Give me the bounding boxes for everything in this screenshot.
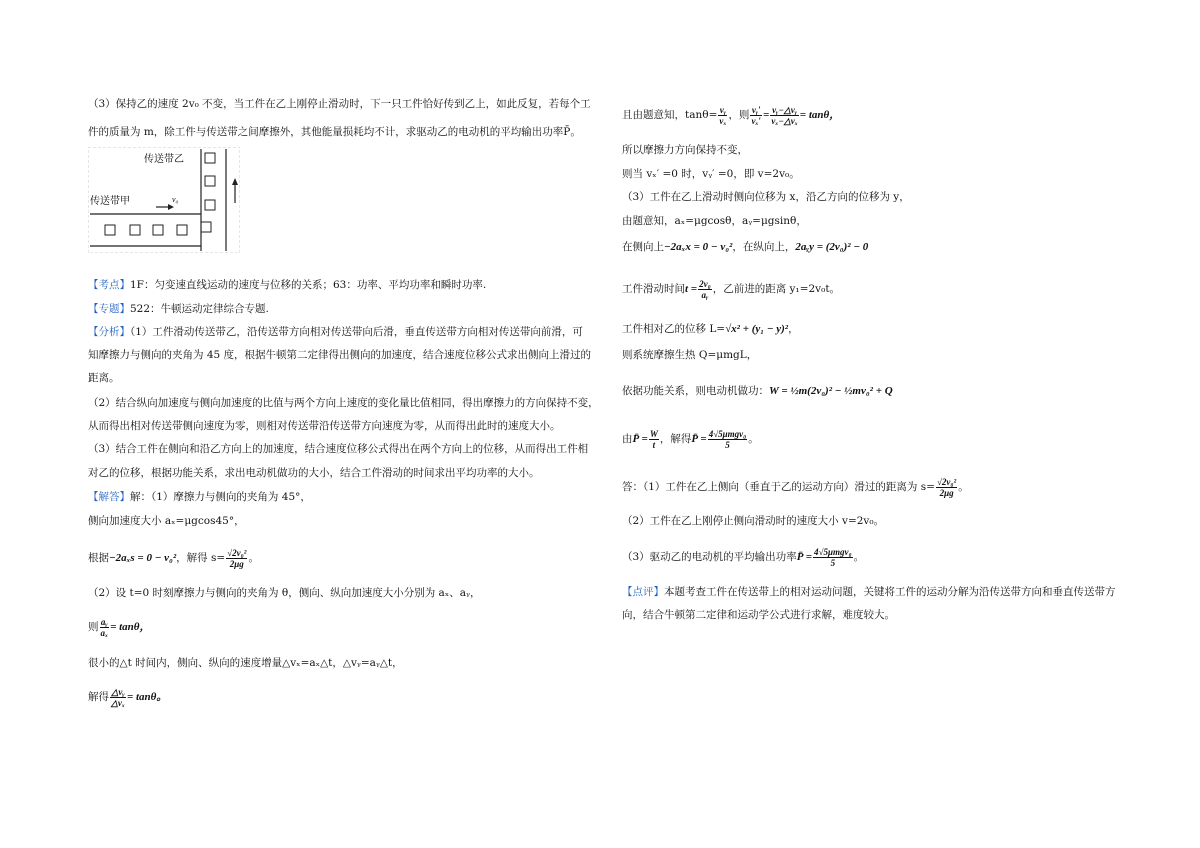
r7-t: t = (685, 283, 698, 295)
jieda-7-eq: = tanθ。 (126, 691, 168, 703)
fraction-dvy-dvx (110, 687, 126, 708)
r8-end: ， (788, 323, 799, 335)
fraction-w-t-den: t (652, 439, 656, 450)
right-line8 (622, 322, 799, 336)
jieda-text-1: 解：（1）摩擦力与侧向的夹角为 45°， (130, 491, 311, 503)
r11-p2: P̄ = (691, 433, 707, 445)
jieda-line3 (88, 545, 259, 571)
fraction-time-num: 2v₀ (699, 278, 711, 289)
formula-work: W = ½m(2v₀)² − ½mv₀² + Q (769, 385, 893, 397)
fraction-dvy-dvx-den: △vₓ (111, 697, 125, 708)
r11-mid: ，解得 (659, 433, 692, 445)
formula-side: −2aₓx = 0 − v₀² (664, 241, 733, 253)
fenxi-line4: （2）结合纵向加速度与侧向加速度的比值与两个方向上速度的变化量比值相同，得出摩擦力的方向保持不变， (88, 397, 599, 409)
fenxi-tag: 【分析】 (88, 326, 130, 338)
r11-p: P̄ = (632, 433, 648, 445)
r8-prefix: 工件相对乙的位移 L= (622, 323, 726, 335)
r10-prefix: 依据功能关系，则电动机做功： (622, 385, 769, 397)
jieda-7-prefix: 解得 (88, 691, 109, 703)
fraction-dv (770, 105, 798, 126)
fraction-answer-s (936, 477, 957, 498)
fraction-answer-s-num: √2v₀² (936, 476, 957, 487)
r6-prefix: 在侧向上 (622, 241, 664, 253)
fraction-vy-vx (718, 105, 727, 126)
jieda-line5 (88, 614, 150, 640)
r12-end: 。 (958, 481, 969, 493)
fraction-time-den: aᵧ (701, 289, 709, 300)
fenxi-line6: （3）结合工件在侧向和沿乙方向上的加速度，结合速度位移公式得出在两个方向上的位移，从而得出工件相 (88, 443, 589, 455)
zhuanti-line (88, 302, 269, 316)
label-v0: v₀ (172, 195, 179, 204)
workpiece-yi-1 (205, 153, 215, 163)
r12-prefix: 答：（1）工件在乙上侧向（垂直于乙的运动方向）滑过的距离为 s= (622, 481, 935, 493)
fenxi-line1 (88, 325, 583, 339)
fraction-time (698, 279, 712, 300)
belt-yi-arrow-head (232, 178, 238, 185)
formula-side-displacement: −2aₓs = 0 − v₀² (109, 552, 177, 564)
kaodian-line (88, 278, 486, 292)
fraction-power (708, 429, 748, 450)
r11-end: 。 (748, 433, 759, 445)
fraction-s (226, 548, 247, 569)
fraction-ay-ax-num: aᵧ (100, 616, 108, 627)
v0-arrow-head (168, 204, 174, 210)
right-line5: 由题意知，aₓ=μgcosθ，aᵧ=μgsinθ， (622, 215, 807, 227)
fenxi-line3: 距离。 (88, 372, 120, 384)
fraction-w-t (649, 429, 659, 450)
jieda-3-prefix: 根据 (88, 552, 109, 564)
fraction-answer-power-num: 4√5μmgv₀ (814, 546, 852, 557)
workpiece-jia-2 (130, 225, 140, 235)
jieda-tag: 【解答】 (88, 491, 130, 503)
right-line1 (622, 102, 840, 128)
workpiece-jia-4 (177, 225, 187, 235)
fraction-answer-power (813, 547, 853, 568)
dianping-line2: 向，结合牛顿第二定律和运动学公式进行求解，难度较大。 (622, 609, 895, 621)
fenxi-line7: 对乙的位移，根据功能关系，求出电动机做功的大小，结合工件滑动的时间求出平均功率的大小。 (88, 467, 540, 479)
q3-line1: （3）保持乙的速度 2v₀ 不变，当工件在乙上刚停止滑动时，下一只工件恰好传到乙上，如此反复，若每个工 (88, 98, 591, 110)
zhuanti-text: 522：牛顿运动定律综合专题. (130, 303, 269, 315)
r11-prefix: 由 (622, 433, 633, 445)
fraction-dv-den: vₓ−△vₓ (771, 115, 798, 126)
dianping-line1 (622, 585, 1116, 599)
fraction-dvy-dvx-num: △vᵧ (111, 686, 125, 697)
fraction-vy1-vx1-num: vᵧ′ (751, 104, 761, 115)
jieda-line7 (88, 684, 167, 710)
fraction-dv-num: vᵧ−△vᵧ (772, 104, 797, 115)
fraction-vy1-vx1-den: vₓ′ (751, 115, 762, 126)
kaodian-text: 1F：匀变速直线运动的速度与位移的关系；63：功率、平均功率和瞬时功率. (130, 279, 487, 291)
right-line2: 所以摩擦力方向保持不变， (622, 144, 748, 156)
right-line4: （3）工件在乙上滑动时侧向位移为 x，沿乙方向的位移为 y， (622, 191, 910, 203)
jieda-line6: 很小的△t 时间内，侧向、纵向的速度增量△vₓ=aₓ△t，△vᵧ=aᵧ△t， (88, 657, 403, 669)
label-belt-jia: 传送带甲 (90, 196, 130, 207)
jieda-line1 (88, 490, 311, 504)
label-belt-yi: 传送带乙 (144, 154, 184, 165)
fraction-vy-vx-den: vₓ (719, 115, 727, 126)
kaodian-tag: 【考点】 (88, 279, 130, 291)
fraction-power-num: 4√5μmgv₀ (708, 428, 747, 439)
r1-end: = tanθ， (799, 109, 841, 121)
r7-prefix: 工件滑动时间 (622, 283, 685, 295)
formula-longitudinal: 2aᵧy = (2v₀)² − 0 (795, 241, 869, 253)
r7-end: ，乙前进的距离 y₁=2v₀t。 (712, 283, 841, 295)
right-line10 (622, 384, 893, 398)
zhuanti-tag: 【专题】 (88, 303, 130, 315)
workpiece-jia-3 (153, 225, 163, 235)
conveyor-belt-diagram (88, 147, 240, 253)
r1-prefix: 且由题意知，tanθ= (622, 109, 718, 121)
fraction-s-num: √2v₀² (227, 547, 247, 558)
dianping-tag: 【点评】 (622, 586, 664, 598)
fenxi-text-1a: （1）工件滑动传送带乙，沿传送带方向相对传送带向后滑，垂直传送带方向相对传送带向前滑，可 (130, 326, 583, 338)
jieda-3-end: 。 (248, 552, 259, 564)
formula-relative-displacement: √x² + (y₁ − y)² (725, 323, 789, 335)
fraction-answer-power-den: 5 (830, 557, 836, 568)
fraction-w-t-num: W (649, 428, 658, 439)
jieda-line4: （2）设 t=0 时刻摩擦力与侧向的夹角为 θ，侧向、纵向加速度大小分别为 aₓ、aᵧ， (88, 587, 481, 599)
r14-end: 。 (853, 551, 865, 563)
q3-line2: 件的质量为 m，除工件与传送带之间摩擦外，其他能量损耗均不计，求驱动乙的电动机的平均输出功率P̄。 (88, 126, 581, 138)
fraction-vy1-vx1 (750, 105, 762, 126)
r14-prefix: （3）驱动乙的电动机的平均输出功率 (622, 551, 797, 563)
fenxi-line5: 从而得出相对传送带侧向速度为零，则相对传送带沿传送带方向速度为零，从而得出此时的速度大小。 (88, 420, 561, 432)
answer-line3 (622, 544, 864, 570)
fenxi-line2: 知摩擦力与侧向的夹角为 45 度，根据牛顿第二定律得出侧向的加速度，结合速度位移公式求出侧向上滑过的 (88, 349, 592, 361)
workpiece-yi-3 (205, 200, 215, 210)
right-line11 (622, 426, 759, 452)
answer-line2: （2）工件在乙上刚停止侧向滑动时的速度大小 v=2v₀。 (622, 515, 885, 527)
r6-mid: ，在纵向上， (732, 241, 796, 253)
fraction-vy-vx-num: vᵧ (719, 104, 727, 115)
fraction-answer-s-den: 2μg (939, 487, 954, 498)
jieda-3-mid: ，解得 s= (176, 552, 226, 564)
r1-mid: ，则 (728, 109, 750, 121)
right-line6 (622, 240, 868, 254)
r14-p: P̄ = (796, 551, 813, 563)
dianping-text-a: 本题考查工件在传送带上的相对运动问题，关键将工件的运动分解为沿传送带方向和垂直传送带方 (664, 586, 1116, 598)
right-line7 (622, 276, 840, 302)
fraction-ay-ax-den: aₓ (100, 627, 109, 638)
answer-line1 (622, 474, 969, 500)
right-line9: 则系统摩擦生热 Q=μmgL， (622, 349, 758, 361)
fraction-power-den: 5 (725, 439, 730, 450)
fraction-ay-ax (100, 617, 110, 638)
workpiece-jia-1 (105, 225, 115, 235)
jieda-5-prefix: 则 (88, 621, 99, 633)
jieda-5-eq: = tanθ， (110, 621, 151, 633)
workpiece-yi-4 (201, 222, 211, 232)
r1-eq: = (763, 109, 770, 121)
fraction-s-den: 2μg (229, 558, 244, 569)
workpiece-yi-2 (205, 176, 215, 186)
right-line3: 则当 vₓ′ =0 时，vᵧ′ =0，即 v=2v₀。 (622, 168, 800, 180)
jieda-line2: 侧向加速度大小 aₓ=μgcos45°， (88, 515, 245, 527)
